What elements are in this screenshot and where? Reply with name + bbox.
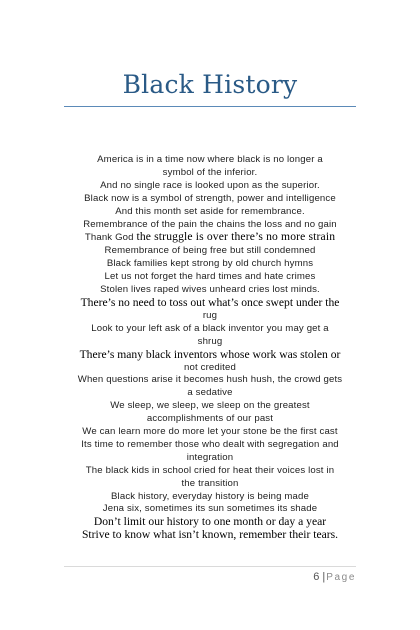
poem-line: Stolen lives raped wives unheard cries lost minds. xyxy=(100,284,320,296)
poem-line: Don’t limit our history to one month or day a year xyxy=(93,515,327,529)
poem-line: Strive to know what isn’t known, remember their tears. xyxy=(81,528,339,542)
poem-line: Black history, everyday history is being made xyxy=(111,490,309,502)
poem-line: not credited xyxy=(184,361,236,373)
poem-line: There’s no need to toss out what’s once swept under the xyxy=(80,295,340,309)
poem-line: Remembrance of the pain the chains the loss and no gain xyxy=(83,218,337,230)
poem-line: America is in a time now where black is no longer a xyxy=(97,154,323,165)
poem-line: We sleep, we sleep, we sleep on the greatest xyxy=(110,400,310,412)
poem-line: symbol of the inferior. xyxy=(162,166,258,178)
poem-line-rest: the struggle is over there’s no more strain xyxy=(136,230,336,244)
poem-line: Look to your left ask of a black inventor you may get a xyxy=(91,322,329,334)
poem-line: There’s many black inventors whose work was stolen or xyxy=(79,347,341,361)
poem-line: the transition xyxy=(181,477,239,489)
poem-line: And this month set aside for remembrance. xyxy=(115,205,305,217)
footer-separator: | xyxy=(322,571,326,583)
page-number: 6 xyxy=(313,571,320,583)
poem-line: Jena six, sometimes its sun sometimes its shade xyxy=(102,503,318,515)
poem-body xyxy=(64,154,356,542)
title-underline xyxy=(64,106,356,107)
page-label: Page xyxy=(326,572,356,583)
poem-line: a sedative xyxy=(187,387,233,399)
page-title: Black History xyxy=(122,70,298,99)
footer-divider xyxy=(64,566,356,567)
poem-line: When questions arise it becomes hush hush, the crowd gets xyxy=(77,374,343,386)
poem-line: And no single race is looked upon as the superior. xyxy=(100,179,320,191)
poem-line: Black families kept strong by old church hymns xyxy=(106,258,314,270)
poem-line: The black kids in school cried for heat their voices lost in xyxy=(85,464,335,476)
poem-line: Let us not forget the hard times and hate crimes xyxy=(104,271,316,283)
poem-line: shrug xyxy=(197,335,223,347)
poem-line: We can learn more do more let your stone be the first cast xyxy=(82,426,338,438)
poem-line: Remembrance of being free but still condemned xyxy=(104,245,316,257)
page-footer xyxy=(313,571,356,583)
poem-line: rug xyxy=(202,309,218,321)
poem-line xyxy=(64,231,356,245)
poem-line: accomplishments of our past xyxy=(146,413,274,425)
poem-line: Its time to remember those who dealt with segregation and xyxy=(81,438,339,450)
poem-line: integration xyxy=(186,451,234,463)
poem-line-prefix: Thank God xyxy=(84,232,137,244)
poem-line: Black now is a symbol of strength, power and intelligence xyxy=(84,192,336,204)
